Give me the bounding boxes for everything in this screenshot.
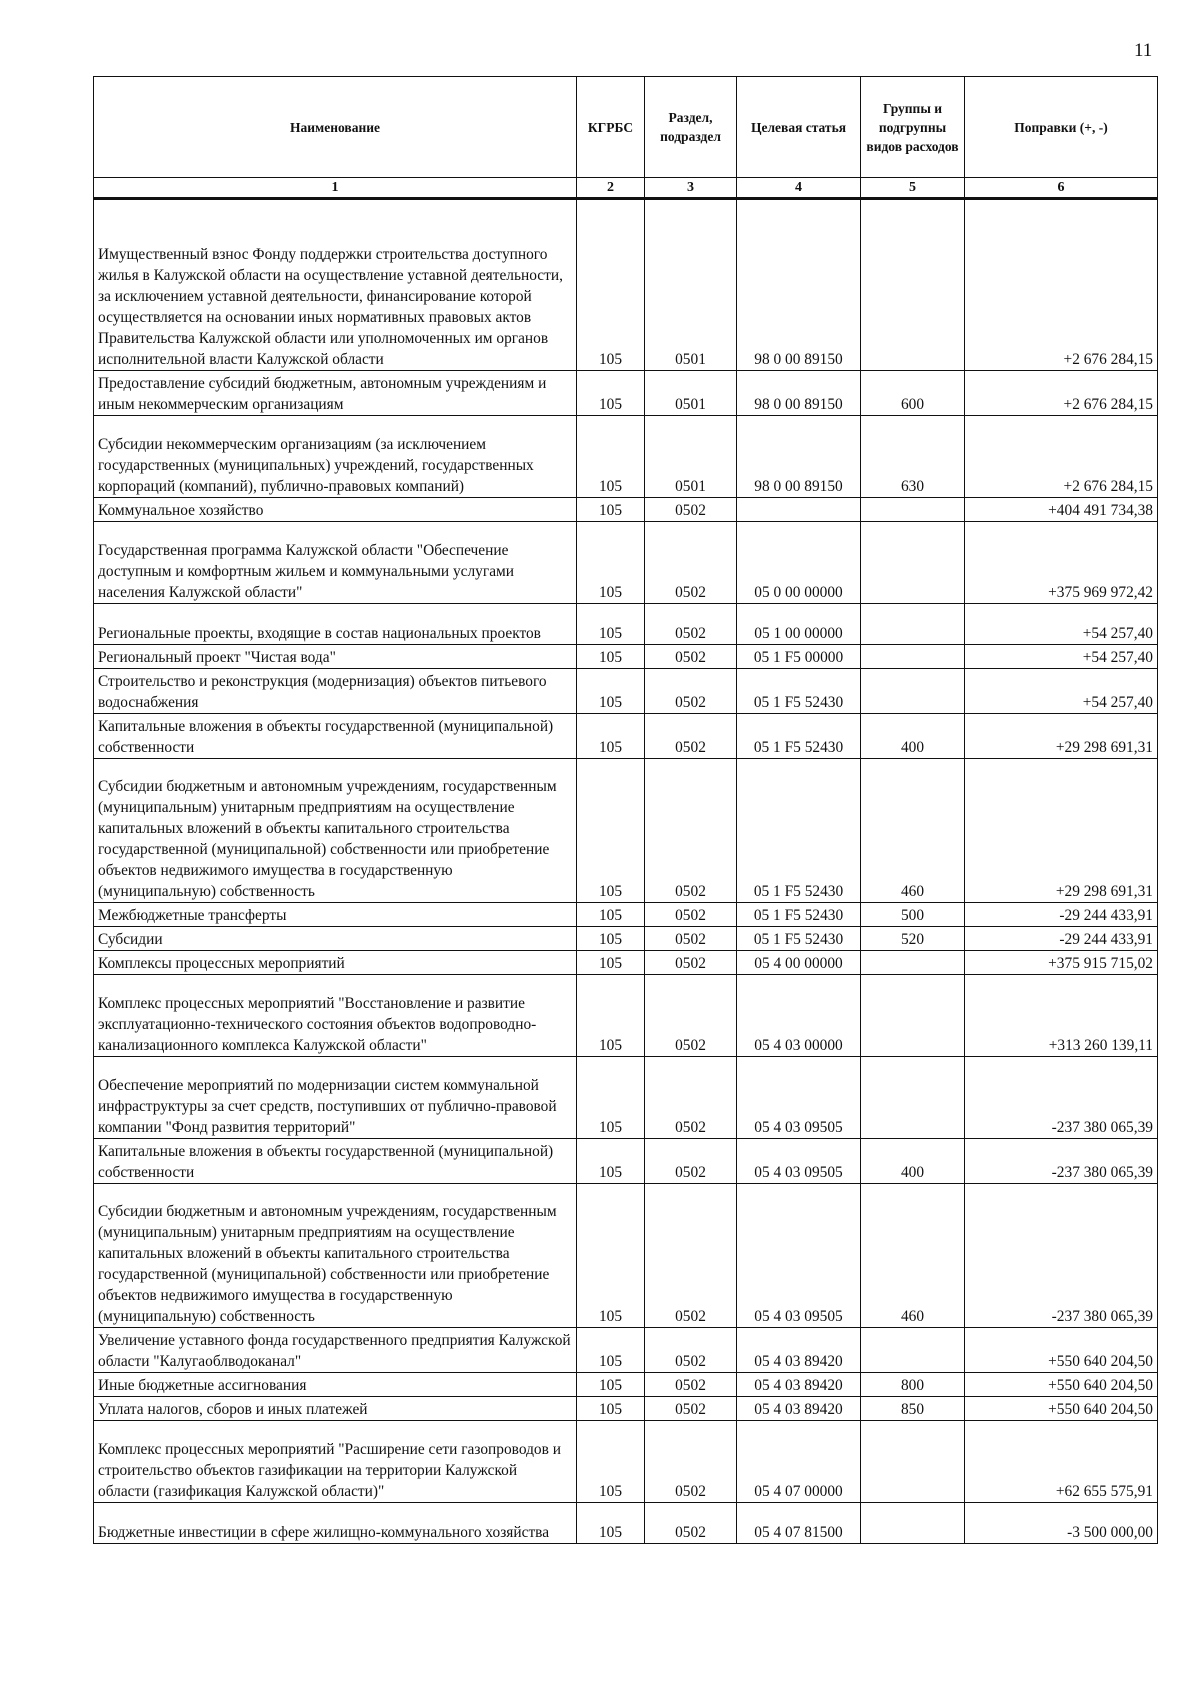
row-name: Межбюджетные трансферты	[94, 903, 577, 927]
table-row	[94, 903, 1158, 927]
row-amount: +62 655 575,91	[965, 1421, 1158, 1503]
row-kgrbs: 105	[577, 1397, 645, 1421]
row-group	[861, 951, 965, 975]
row-amount: -29 244 433,91	[965, 927, 1158, 951]
row-amount: +313 260 139,11	[965, 975, 1158, 1057]
table-row	[94, 1397, 1158, 1421]
row-group	[861, 1328, 965, 1373]
row-name: Комплексы процессных мероприятий	[94, 951, 577, 975]
row-section: 0502	[645, 1184, 737, 1328]
row-section: 0502	[645, 1328, 737, 1373]
row-target	[737, 498, 861, 522]
table-row	[94, 371, 1158, 416]
row-amount: +550 640 204,50	[965, 1328, 1158, 1373]
row-name: Увеличение уставного фонда государственного предприятия Калужской области "Калугаоблводоканал"	[94, 1328, 577, 1373]
table-row	[94, 604, 1158, 645]
table-row	[94, 951, 1158, 975]
row-section: 0502	[645, 645, 737, 669]
row-amount: -237 380 065,39	[965, 1057, 1158, 1139]
row-target: 98 0 00 89150	[737, 371, 861, 416]
row-kgrbs: 105	[577, 604, 645, 645]
table-row	[94, 498, 1158, 522]
row-target: 05 1 F5 00000	[737, 645, 861, 669]
header-kgrbs: КГРБС	[577, 77, 645, 178]
table-row	[94, 975, 1158, 1057]
row-section: 0501	[645, 199, 737, 371]
column-number: 6	[965, 178, 1158, 199]
table-row	[94, 199, 1158, 371]
row-section: 0502	[645, 669, 737, 714]
row-kgrbs: 105	[577, 903, 645, 927]
row-name: Имущественный взнос Фонду поддержки строительства доступного жилья в Калужской области на осуществление уставной деятельности, за исключением уставной деятельности, финансирование которой осуществляется на основании иных нормативных правовых актов Правительства Калужской области или уполномоченных им органов исполнительной власти Калужской области	[94, 199, 577, 371]
row-amount: -237 380 065,39	[965, 1184, 1158, 1328]
row-name: Коммунальное хозяйство	[94, 498, 577, 522]
row-target: 05 4 03 89420	[737, 1328, 861, 1373]
row-section: 0502	[645, 1503, 737, 1544]
row-kgrbs: 105	[577, 1328, 645, 1373]
row-kgrbs: 105	[577, 669, 645, 714]
row-group	[861, 645, 965, 669]
row-group	[861, 199, 965, 371]
header-name: Наименование	[94, 77, 577, 178]
row-name: Субсидии бюджетным и автономным учреждениям, государственным (муниципальным) унитарным предприятиям на осуществление капитальных вложений в объекты капитального строительства государственной (муниципальной) собственности или приобретение объектов недвижимого имущества в государственную (муниципальную) собственность	[94, 759, 577, 903]
row-amount: -29 244 433,91	[965, 903, 1158, 927]
row-amount: -237 380 065,39	[965, 1139, 1158, 1184]
row-name: Иные бюджетные ассигнования	[94, 1373, 577, 1397]
row-amount: +2 676 284,15	[965, 416, 1158, 498]
row-target: 05 4 03 00000	[737, 975, 861, 1057]
row-kgrbs: 105	[577, 1503, 645, 1544]
row-group	[861, 604, 965, 645]
row-target: 05 1 F5 52430	[737, 903, 861, 927]
row-name: Комплекс процессных мероприятий "Расширение сети газопроводов и строительство объектов газификации на территории Калужской области (газификация Калужской области)"	[94, 1421, 577, 1503]
row-group: 630	[861, 416, 965, 498]
row-target: 98 0 00 89150	[737, 416, 861, 498]
row-name: Субсидии	[94, 927, 577, 951]
row-group: 520	[861, 927, 965, 951]
row-kgrbs: 105	[577, 1373, 645, 1397]
row-amount: +29 298 691,31	[965, 714, 1158, 759]
row-kgrbs: 105	[577, 645, 645, 669]
table-row	[94, 522, 1158, 604]
row-section: 0502	[645, 975, 737, 1057]
row-amount: +2 676 284,15	[965, 199, 1158, 371]
header-row	[94, 77, 1158, 178]
row-section: 0502	[645, 1139, 737, 1184]
row-kgrbs: 105	[577, 927, 645, 951]
table-row	[94, 1139, 1158, 1184]
row-amount: +54 257,40	[965, 645, 1158, 669]
row-name: Региональный проект "Чистая вода"	[94, 645, 577, 669]
row-name: Субсидии бюджетным и автономным учреждениям, государственным (муниципальным) унитарным предприятиям на осуществление капитальных вложений в объекты капитального строительства государственной (муниципальной) собственности или приобретение объектов недвижимого имущества в государственную (муниципальную) собственность	[94, 1184, 577, 1328]
row-section: 0502	[645, 522, 737, 604]
column-number: 1	[94, 178, 577, 199]
table-row	[94, 645, 1158, 669]
row-group: 400	[861, 714, 965, 759]
table-row	[94, 1184, 1158, 1328]
row-name: Уплата налогов, сборов и иных платежей	[94, 1397, 577, 1421]
row-target: 05 1 F5 52430	[737, 669, 861, 714]
table-row	[94, 1503, 1158, 1544]
row-target: 98 0 00 89150	[737, 199, 861, 371]
row-name: Капитальные вложения в объекты государственной (муниципальной) собственности	[94, 1139, 577, 1184]
row-kgrbs: 105	[577, 1421, 645, 1503]
table-row	[94, 1373, 1158, 1397]
table-row	[94, 759, 1158, 903]
row-kgrbs: 105	[577, 759, 645, 903]
row-kgrbs: 105	[577, 1139, 645, 1184]
header-section: Раздел, подраздел	[645, 77, 737, 178]
row-name: Комплекс процессных мероприятий "Восстановление и развитие эксплуатационно-технического состояния объектов водопроводно-канализационного комплекса Калужской области"	[94, 975, 577, 1057]
column-number-row	[94, 178, 1158, 199]
column-number: 5	[861, 178, 965, 199]
row-kgrbs: 105	[577, 714, 645, 759]
row-amount: +375 915 715,02	[965, 951, 1158, 975]
row-section: 0501	[645, 416, 737, 498]
row-section: 0502	[645, 1397, 737, 1421]
row-kgrbs: 105	[577, 416, 645, 498]
row-amount: +54 257,40	[965, 669, 1158, 714]
budget-table	[93, 76, 1158, 1544]
row-group	[861, 1057, 965, 1139]
row-kgrbs: 105	[577, 1057, 645, 1139]
table-body	[94, 199, 1158, 1544]
row-section: 0502	[645, 1057, 737, 1139]
row-name: Государственная программа Калужской области "Обеспечение доступным и комфортным жильем и коммунальными услугами населения Калужской области"	[94, 522, 577, 604]
row-target: 05 4 07 81500	[737, 1503, 861, 1544]
row-name: Строительство и реконструкция (модернизация) объектов питьевого водоснабжения	[94, 669, 577, 714]
row-kgrbs: 105	[577, 498, 645, 522]
row-name: Предоставление субсидий бюджетным, автономным учреждениям и иным некоммерческим организациям	[94, 371, 577, 416]
row-target: 05 1 F5 52430	[737, 714, 861, 759]
row-amount: +550 640 204,50	[965, 1397, 1158, 1421]
row-group	[861, 669, 965, 714]
table-row	[94, 1328, 1158, 1373]
header-group: Группы и подгрупны видов расходов	[861, 77, 965, 178]
row-name: Капитальные вложения в объекты государственной (муниципальной) собственности	[94, 714, 577, 759]
row-amount: -3 500 000,00	[965, 1503, 1158, 1544]
row-section: 0502	[645, 903, 737, 927]
table-row	[94, 1057, 1158, 1139]
row-group: 400	[861, 1139, 965, 1184]
table-row	[94, 669, 1158, 714]
row-target: 05 0 00 00000	[737, 522, 861, 604]
row-group	[861, 498, 965, 522]
row-target: 05 4 03 09505	[737, 1057, 861, 1139]
table-row	[94, 714, 1158, 759]
row-group	[861, 522, 965, 604]
row-kgrbs: 105	[577, 1184, 645, 1328]
row-amount: +54 257,40	[965, 604, 1158, 645]
header-target: Целевая статья	[737, 77, 861, 178]
row-amount: +404 491 734,38	[965, 498, 1158, 522]
row-section: 0502	[645, 951, 737, 975]
table-row	[94, 1421, 1158, 1503]
row-section: 0501	[645, 371, 737, 416]
row-section: 0502	[645, 759, 737, 903]
page-number: 11	[1134, 40, 1153, 61]
row-group	[861, 1503, 965, 1544]
row-section: 0502	[645, 1421, 737, 1503]
row-kgrbs: 105	[577, 951, 645, 975]
row-name: Обеспечение мероприятий по модернизации систем коммунальной инфраструктуры за счет средств, поступивших от публично-правовой компании "Фонд развития территорий"	[94, 1057, 577, 1139]
row-target: 05 4 03 89420	[737, 1397, 861, 1421]
row-group: 800	[861, 1373, 965, 1397]
row-group: 850	[861, 1397, 965, 1421]
row-target: 05 4 03 09505	[737, 1184, 861, 1328]
row-group	[861, 975, 965, 1057]
row-section: 0502	[645, 604, 737, 645]
row-name: Субсидии некоммерческим организациям (за исключением государственных (муниципальных) учреждений, государственных корпораций (компаний), публично-правовых компаний)	[94, 416, 577, 498]
row-target: 05 1 F5 52430	[737, 927, 861, 951]
row-target: 05 4 03 89420	[737, 1373, 861, 1397]
row-name: Региональные проекты, входящие в состав национальных проектов	[94, 604, 577, 645]
row-group	[861, 1421, 965, 1503]
row-amount: +29 298 691,31	[965, 759, 1158, 903]
row-kgrbs: 105	[577, 371, 645, 416]
row-amount: +2 676 284,15	[965, 371, 1158, 416]
row-group: 460	[861, 759, 965, 903]
row-target: 05 4 00 00000	[737, 951, 861, 975]
row-target: 05 1 F5 52430	[737, 759, 861, 903]
column-number: 3	[645, 178, 737, 199]
row-group: 460	[861, 1184, 965, 1328]
row-kgrbs: 105	[577, 522, 645, 604]
table-row	[94, 416, 1158, 498]
row-target: 05 4 03 09505	[737, 1139, 861, 1184]
row-kgrbs: 105	[577, 199, 645, 371]
row-section: 0502	[645, 498, 737, 522]
table-row	[94, 927, 1158, 951]
row-name: Бюджетные инвестиции в сфере жилищно-коммунального хозяйства	[94, 1503, 577, 1544]
row-section: 0502	[645, 1373, 737, 1397]
row-kgrbs: 105	[577, 975, 645, 1057]
row-group: 500	[861, 903, 965, 927]
row-group: 600	[861, 371, 965, 416]
header-amount: Поправки (+, -)	[965, 77, 1158, 178]
row-section: 0502	[645, 927, 737, 951]
row-target: 05 1 00 00000	[737, 604, 861, 645]
row-section: 0502	[645, 714, 737, 759]
row-target: 05 4 07 00000	[737, 1421, 861, 1503]
row-amount: +550 640 204,50	[965, 1373, 1158, 1397]
column-number: 4	[737, 178, 861, 199]
row-amount: +375 969 972,42	[965, 522, 1158, 604]
column-number: 2	[577, 178, 645, 199]
